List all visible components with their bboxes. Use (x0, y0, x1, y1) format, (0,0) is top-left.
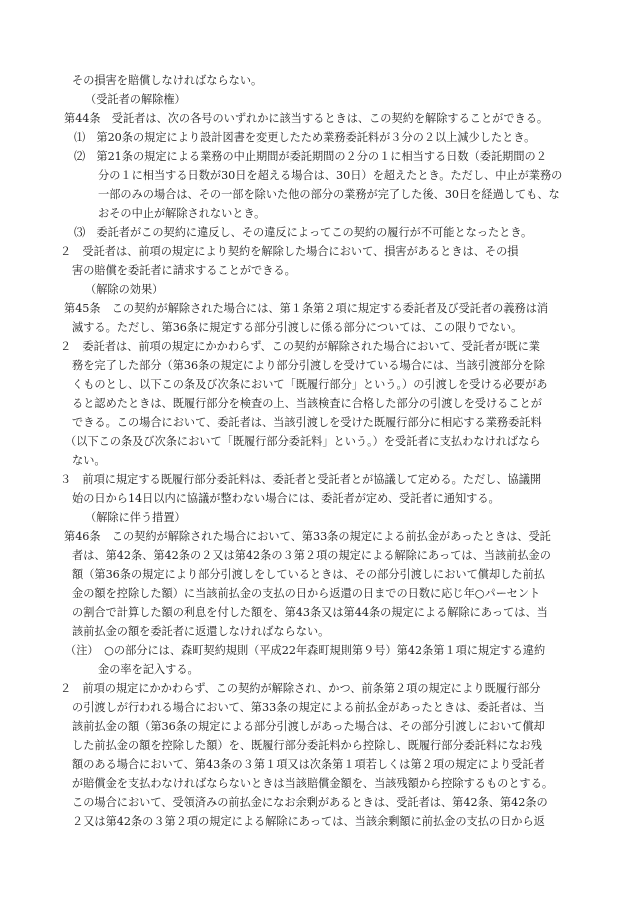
text-line: 第46条 この契約が解除された場合において、第33条の規定による前払金があったときは、受託 (64, 530, 551, 543)
text-line: ⑵ 第21条の規定による業務の中止期間が委託期間の２分の１に相当する日数（委託期間の２ (74, 150, 547, 163)
text-line: （以下この条及び次条において「既履行部分委託料」という。）を受託者に支払わなければなら (65, 435, 541, 448)
text-line: 該前払金の額（第36条の規定による部分引渡しがあった場合は、その部分引渡しにおいて償却 (72, 720, 545, 733)
text-line: の引渡しが行われる場合において、第33条の規定による前払金があったときは、委託者は、当 (72, 701, 545, 714)
text-line: おその中止が解除されないとき。 (98, 207, 266, 220)
text-line: ると認めたときは、既履行部分を検査の上、当該検査に合格した部分の引渡しを受けることが (72, 397, 542, 410)
text-line: この場合において、受領済みの前払金になお余剰があるときは、受託者は、第42条、第42条の (72, 796, 548, 809)
text-line: ⑴ 第20条の規定により設計図書を変更したため業務委託料が３分の２以上減少したとき。 (74, 131, 536, 144)
text-line: の割合で計算した額の利息を付した額を、第43条又は第44条の規定による解除にあっては、当 (72, 606, 548, 619)
text-line: 分の１に相当する日数が30日を超える場合は、30日）を超えたとき。ただし、中止が業務の (98, 169, 563, 182)
text-line: 滅する。ただし、第36条に規定する部分引渡しに係る部分については、この限りでない。 (72, 321, 523, 334)
text-line: できる。この場合において、委託者は、当該引渡しを受けた既履行部分に相応する業務委託料 (72, 416, 542, 429)
text-line: ２又は第42条の３第２項の規定による解除にあっては、当該余剰額に前払金の支払の日から返 (72, 815, 545, 828)
text-line: その損害を賠償しなければならない。 (72, 74, 263, 87)
text-line: ２ 前項の規定にかかわらず、この契約が解除され、かつ、前条第２項の規定により既履行部分 (60, 682, 541, 695)
text-line: 一部のみの場合は、その一部を除いた他の部分の業務が完了した後、30日を経過しても、な (98, 188, 560, 201)
text-line: 該前払金の額を委託者に返還しなければならない。 (72, 625, 330, 638)
text-line: 第44条 受託者は、次の各号のいずれかに該当するときは、この契約を解除することができる。 (64, 112, 549, 125)
text-line: 務を完了した部分（第36条の規定により部分引渡しを受けている場合には、当該引渡部分を除 (72, 359, 545, 372)
text-line: 第45条 この契約が解除された場合には、第１条第２項に規定する委託者及び受託者の義務は消 (64, 302, 549, 315)
text-line: が賠償金を支払わなければならないときは当該賠償金額を、当該残額から控除するものとする。 (72, 777, 554, 790)
text-line: 額（第36条の規定により部分引渡しをしているときは、その部分引渡しにおいて償却した前払 (72, 568, 545, 581)
text-line: （注） ○の部分には、森町契約規則（平成22年森町規則第９号）第42条第１項に規定する違約 (65, 644, 546, 657)
text-line: ２ 受託者は、前項の規定により契約を解除した場合において、損害があるときは、その損 (60, 245, 519, 258)
text-line: 金の率を記入する。 (98, 663, 199, 676)
text-line: （解除の効果） (85, 283, 164, 296)
text-line: 者は、第42条、第42条の２又は第42条の３第２項の規定による解除にあっては、当該前払金の (72, 549, 551, 562)
text-line: 害の賠償を委託者に請求することができる。 (72, 264, 296, 277)
text-line: ない。 (72, 454, 106, 467)
text-line: 額のある場合において、第43条の３第１項又は次条第１項若しくは第２項の規定により受託者 (72, 758, 545, 771)
text-line: くものとし、以下この条及び次条において「既履行部分」という。）の引渡しを受ける必要があ (72, 378, 548, 391)
text-line: した前払金の額を控除した額）を、既履行部分委託料から控除し、既履行部分委託料になお残 (72, 739, 542, 752)
text-line: 始の日から14日以内に協議が整わない場合には、委託者が定め、受託者に通知する。 (72, 492, 500, 505)
text-line: （解除に伴う措置） (85, 511, 186, 524)
text-line: ⑶ 委託者がこの契約に違反し、その違反によってこの契約の履行が不可能となったとき。 (74, 226, 533, 239)
text-line: （受託者の解除権） (85, 93, 186, 106)
text-line: ２ 委託者は、前項の規定にかかわらず、この契約が解除された場合において、受託者が既に業 (60, 340, 540, 353)
text-line: ３ 前項に規定する既履行部分委託料は、委託者と受託者とが協議して定める。ただし、協議開 (60, 473, 542, 486)
text-line: 金の額を控除した額）に当該前払金の支払の日から返還の日までの日数に応じ年○パーセント (72, 587, 541, 600)
